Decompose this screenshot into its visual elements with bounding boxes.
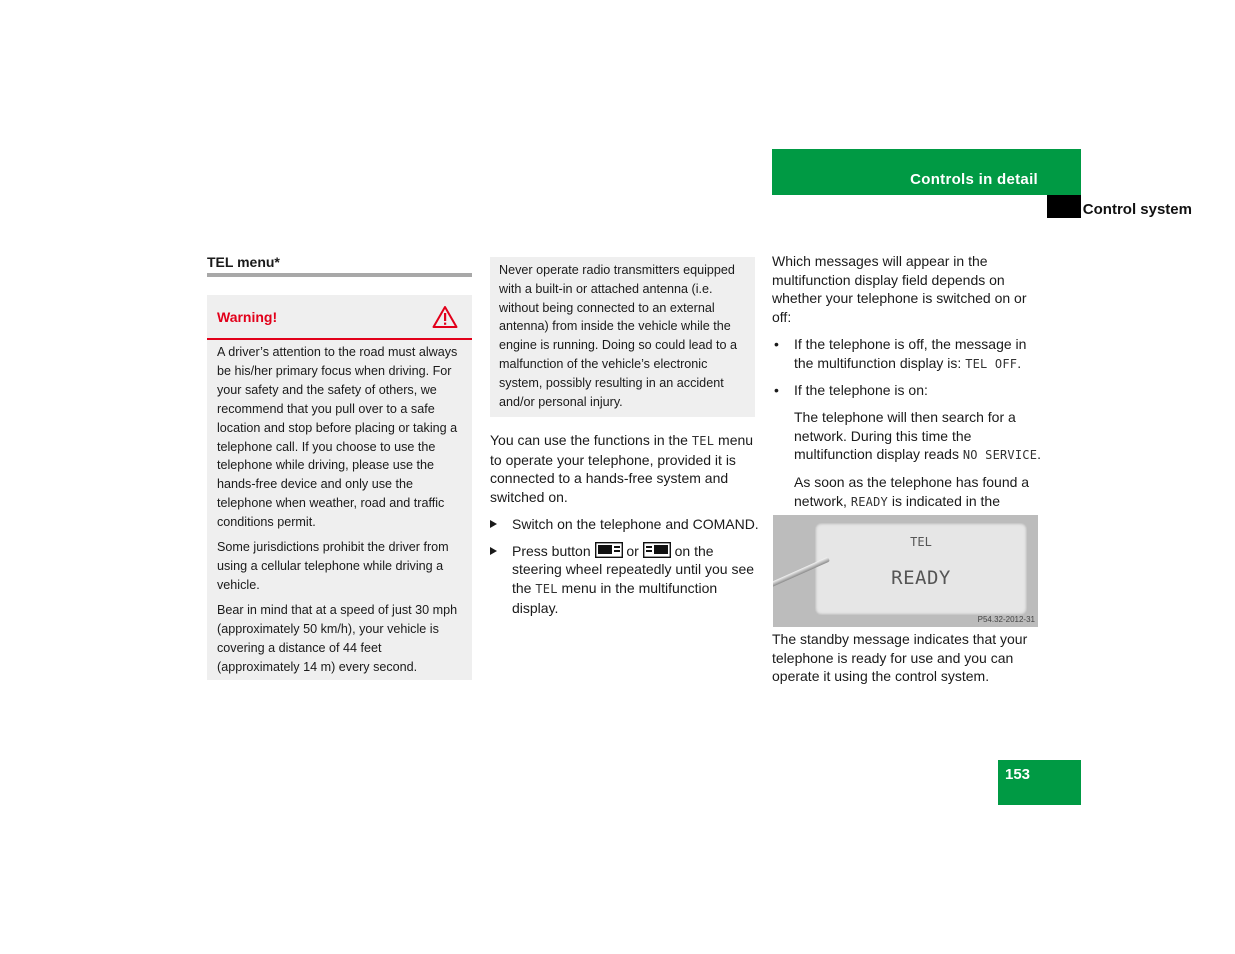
instruction-step: Press button or on the steering wheel repeatedly until you see the TEL menu in the multifunction display. bbox=[490, 542, 760, 618]
warning-triangle-icon bbox=[432, 305, 458, 329]
step-arrow-icon bbox=[490, 547, 497, 555]
display-ready-label: READY bbox=[891, 567, 951, 589]
instructions-column bbox=[490, 431, 760, 625]
chapter-title: Controls in detail bbox=[910, 171, 1038, 188]
sub-paragraph: The telephone will then search for a network. During this time the multifunction display reads NO SERVICE. bbox=[794, 408, 1042, 463]
warning-paragraph: Some jurisdictions prohibit the driver from using a cellular telephone while driving a vehicle. bbox=[217, 540, 449, 592]
display-tel-label: TEL bbox=[910, 535, 932, 549]
code-tel: TEL bbox=[535, 581, 558, 596]
messages-intro: Which messages will appear in the multifunction display field depends on whether your telephone is switched on or off: bbox=[772, 253, 1027, 326]
page-number-tab bbox=[998, 760, 1081, 805]
image-caption: The standby message indicates that your telephone is ready for use and you can operate it using the control system. bbox=[772, 631, 1028, 685]
display-previous-button-icon bbox=[643, 542, 671, 558]
note-box bbox=[490, 257, 755, 417]
display-screen bbox=[815, 523, 1027, 615]
warning-paragraph: A driver’s attention to the road must always be his/her primary focus when driving. For your safety and the safety of others, we recommend that you pull over to a safe location and stop before placing or taking a telephone call. If you choose to use the telephone while driving, please use the hands-free device and only use the telephone when weather, road and traffic conditions permit. bbox=[217, 345, 458, 530]
warning-paragraph: Bear in mind that at a speed of just 30 mph (approximately 50 km/h), your vehicle is covering a distance of 44 feet (approximately 14 m) every second. bbox=[217, 602, 458, 674]
code-no-service: NO SERVICE bbox=[962, 448, 1038, 463]
bullet-item: • If the telephone is on: bbox=[774, 382, 928, 399]
warning-box bbox=[207, 295, 472, 680]
code-ready: READY bbox=[850, 494, 888, 509]
image-reference-code: P54.32-2012-31 bbox=[977, 615, 1035, 624]
display-next-button-icon bbox=[595, 542, 623, 558]
intro-paragraph: You can use the functions in the TEL menu to operate your telephone, provided it is connected to a hands-free system and switched on. bbox=[490, 432, 754, 506]
warning-label: Warning! bbox=[217, 309, 278, 325]
warning-header bbox=[207, 295, 472, 340]
bullet-dot: • bbox=[774, 335, 779, 352]
page-number: 153 bbox=[1005, 766, 1031, 783]
code-tel-off: TEL OFF bbox=[965, 356, 1018, 371]
step-arrow-icon bbox=[490, 520, 497, 528]
header-marker bbox=[1047, 195, 1081, 218]
chapter-header-tab bbox=[772, 149, 1081, 195]
messages-column bbox=[772, 252, 1042, 538]
section-divider bbox=[207, 273, 472, 277]
sub-paragraph: As soon as the telephone has found a network, READY is indicated in the bbox=[794, 474, 1030, 509]
instruction-step: Switch on the telephone and COMAND. bbox=[490, 515, 760, 534]
multifunction-display-image bbox=[773, 515, 1038, 627]
bullet-dot: • bbox=[774, 382, 779, 399]
bullet-item: • If the telephone is off, the message in the multifunction display is: TEL OFF. bbox=[774, 335, 1027, 371]
note-text: Never operate radio transmitters equipped with a built-in or attached antenna (i.e. without being connected to an external antenna) from inside the vehicle while the engine is running. Doing so could lead to a malfunction of the vehicle’s electronic system, possibly resulting in an accident and/or personal injury. bbox=[499, 263, 738, 409]
section-title: TEL menu* bbox=[207, 254, 280, 270]
section-subtitle: Control system bbox=[1082, 201, 1192, 218]
warning-text bbox=[217, 343, 467, 682]
code-tel: TEL bbox=[691, 434, 715, 448]
